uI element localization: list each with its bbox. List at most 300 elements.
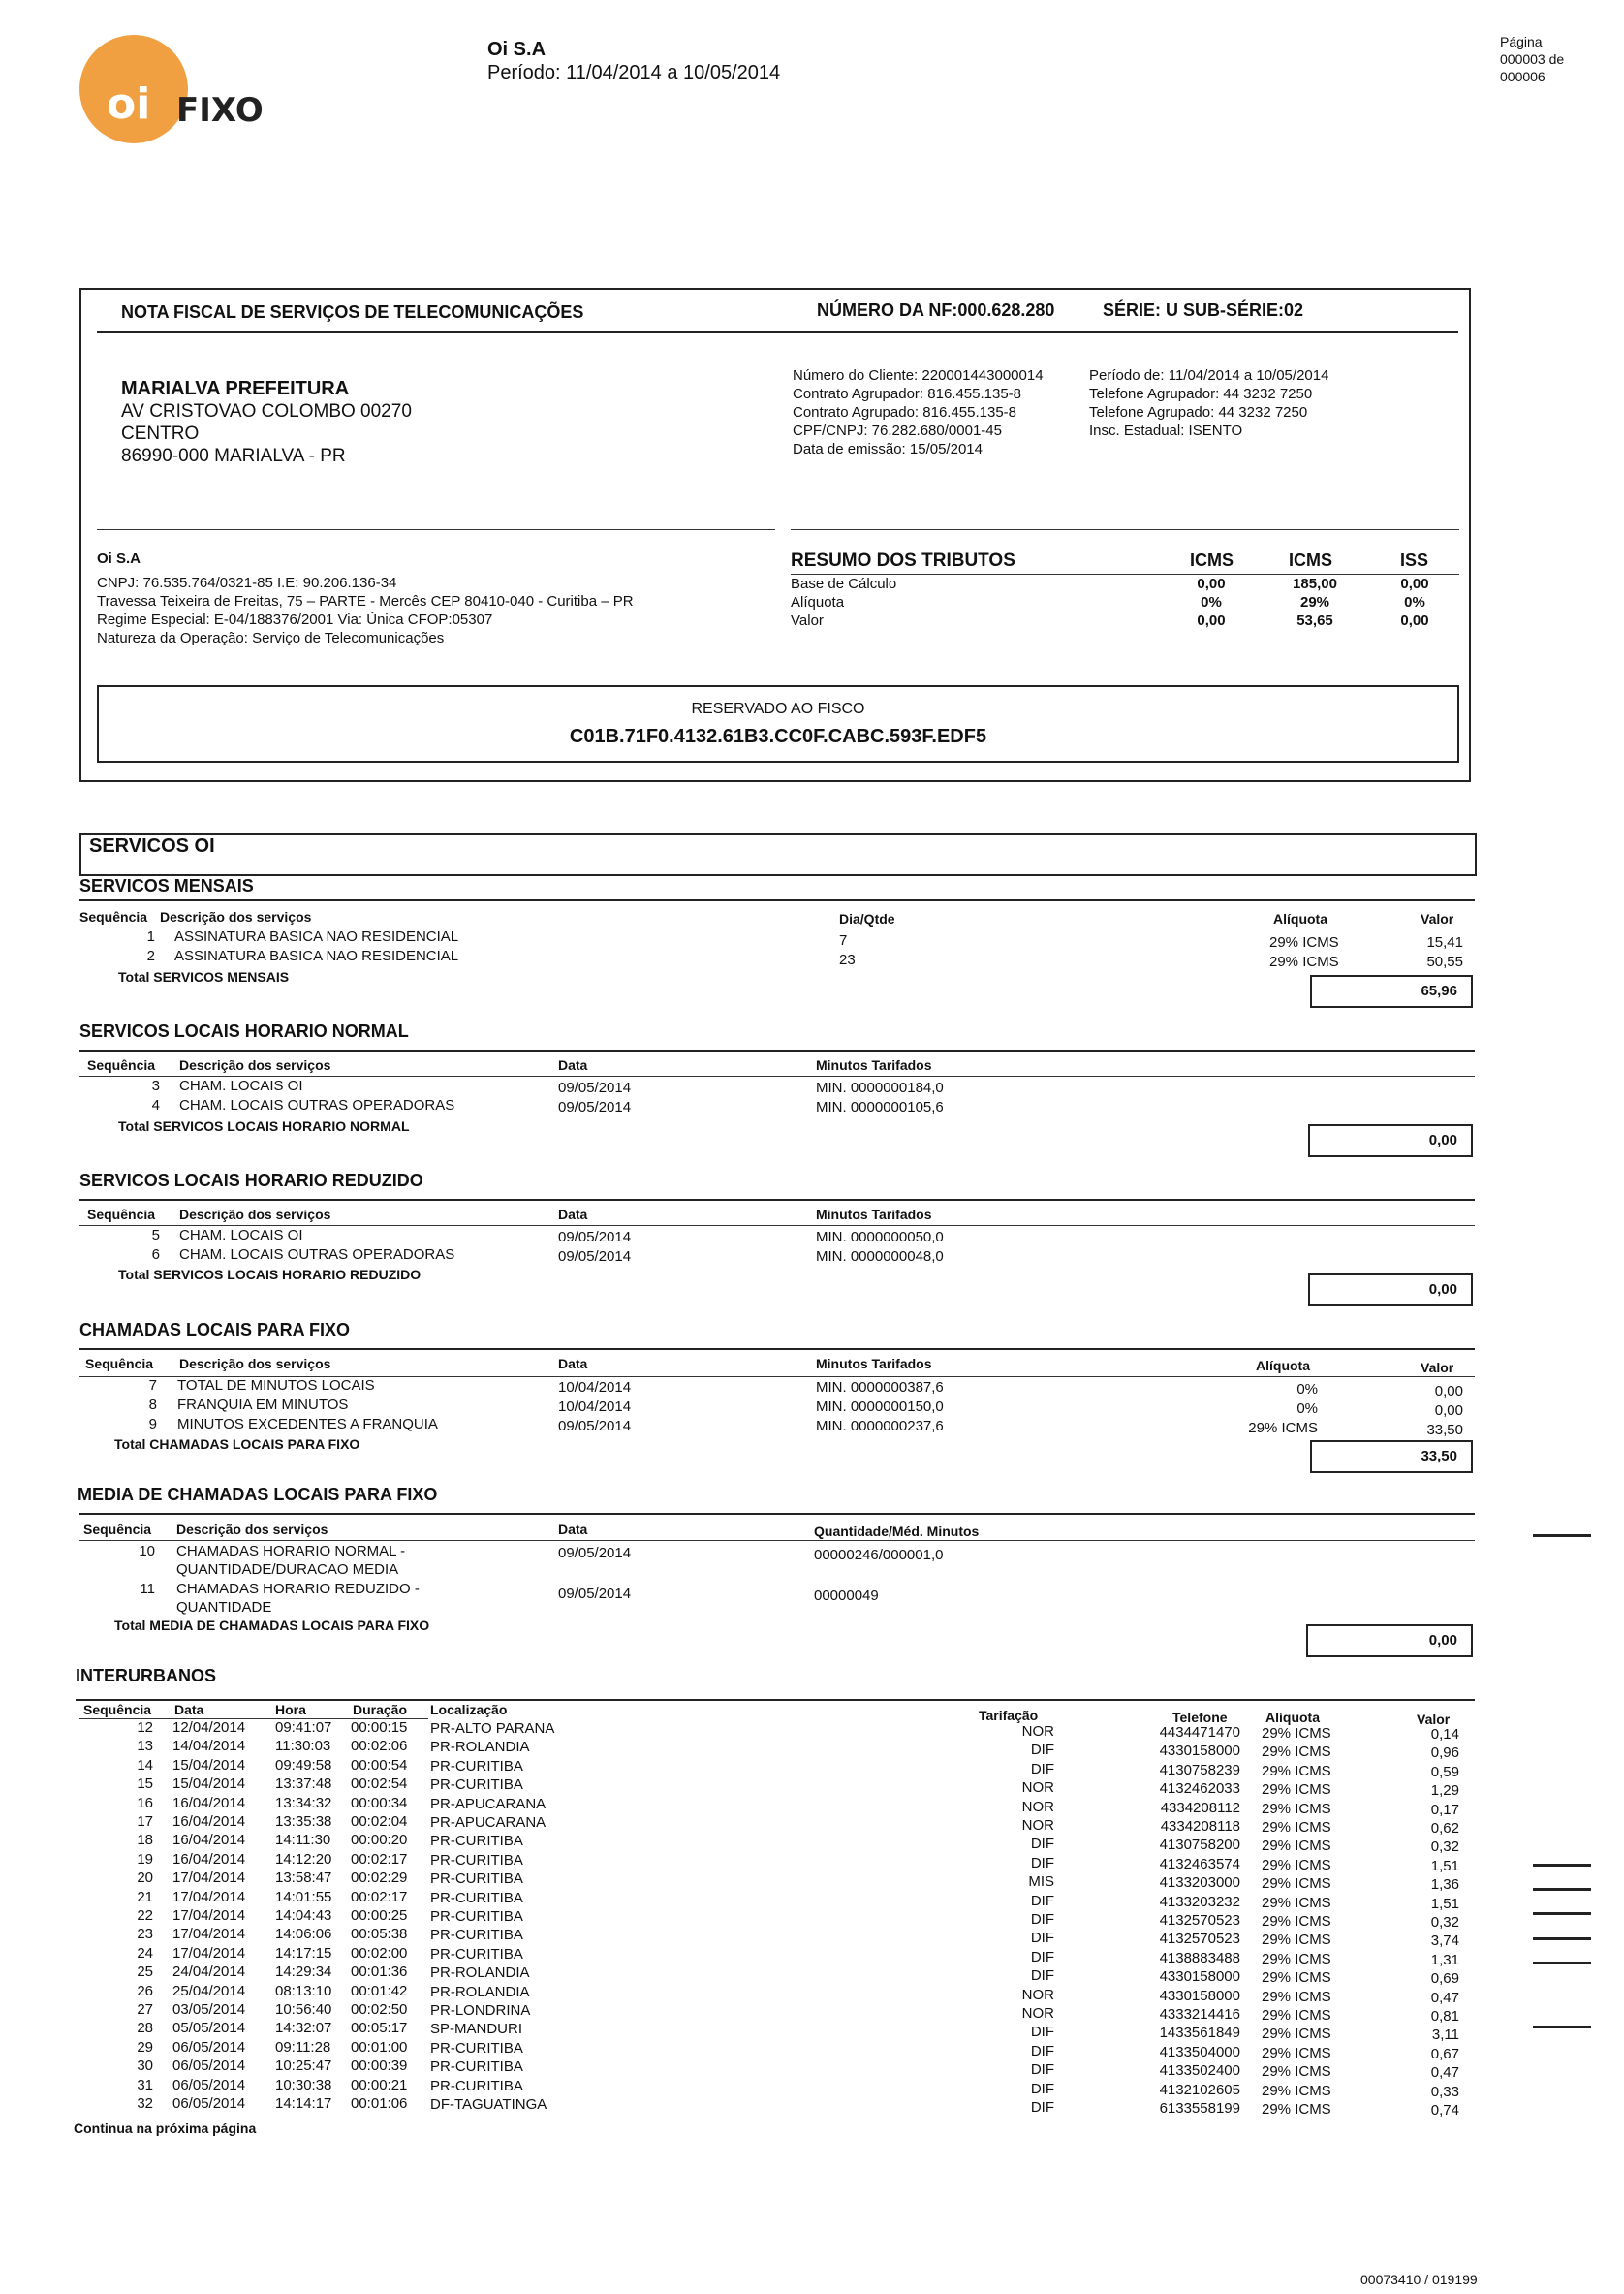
row-aliquota: 0% [1296, 1381, 1318, 1398]
row-valor: 1,36 [1430, 1876, 1459, 1894]
locais-reduzido-h-data: Data [558, 1207, 588, 1222]
row-hora: 14:06:06 [275, 1926, 332, 1943]
row-duracao: 00:00:20 [351, 1832, 408, 1849]
chamadas-fixo-h-min: Minutos Tarifados [816, 1356, 932, 1371]
row-desc: CHAM. LOCAIS OI [179, 1227, 303, 1243]
row-data: 05/05/2014 [172, 2020, 246, 2037]
row-duracao: 00:01:00 [351, 2038, 408, 2056]
locais-reduzido-header-underline [79, 1225, 1475, 1226]
row-minutos: MIN. 0000000387,6 [816, 1379, 944, 1396]
inter-h-seq: Sequência [83, 1702, 152, 1717]
row-aliquota: 29% ICMS [1262, 1894, 1331, 1911]
tributos-valor-label: Valor [791, 613, 824, 629]
row-tarifacao: NOR [1021, 1817, 1054, 1834]
row-data: 09/05/2014 [558, 1080, 632, 1096]
row-valor: 0,96 [1430, 1744, 1459, 1762]
row-desc: TOTAL DE MINUTOS LOCAIS [177, 1377, 375, 1394]
row-hora: 09:11:28 [275, 2038, 331, 2056]
row-desc: MINUTOS EXCEDENTES A FRANQUIA [177, 1416, 438, 1432]
tributo-value: 29% [1299, 594, 1330, 611]
inter-h-aliquota: Alíquota [1265, 1710, 1320, 1725]
mensais-h-dia: Dia/Qtde [839, 911, 895, 927]
row-valor: 3,74 [1430, 1933, 1459, 1950]
row-aliquota: 29% ICMS [1262, 1838, 1331, 1855]
row-localizacao: PR-CURITIBA [430, 1776, 523, 1794]
logo-fixo-text: FIXO [176, 91, 264, 130]
page-label: Página [1500, 34, 1543, 49]
nf-numero: NÚMERO DA NF:000.628.280 [817, 300, 1055, 320]
client-info-col2 [1089, 366, 1328, 440]
row-aliquota: 29% ICMS [1262, 1744, 1331, 1761]
tributos-header-icms2: ICMS [1289, 550, 1332, 570]
row-duracao: 00:02:54 [351, 1775, 408, 1793]
row-data: 14/04/2014 [172, 1738, 246, 1755]
row-data: 09/05/2014 [558, 1229, 632, 1245]
row-data: 15/04/2014 [172, 1775, 246, 1793]
row-telefone: 4334208112 [1160, 1799, 1240, 1816]
locais-reduzido-h-min: Minutos Tarifados [816, 1207, 932, 1222]
mensais-h-aliq: Alíquota [1273, 911, 1327, 927]
fisco-label: RESERVADO AO FISCO [691, 701, 865, 717]
locais-normal-total-label: Total SERVICOS LOCAIS HORARIO NORMAL [118, 1118, 410, 1134]
row-localizacao: DF-TAGUATINGA [430, 2096, 547, 2113]
row-data: 25/04/2014 [172, 1982, 246, 1999]
row-seq: 27 [137, 2001, 153, 2018]
row-hora: 10:30:38 [275, 2076, 332, 2093]
row-telefone: 4133203232 [1159, 1893, 1240, 1910]
row-seq: 24 [137, 1944, 153, 1962]
row-tarifacao: NOR [1021, 1723, 1054, 1740]
row-seq: 1 [146, 928, 155, 945]
row-aliquota: 29% ICMS [1262, 1856, 1331, 1873]
margin-mark [1533, 1864, 1591, 1867]
margin-mark [1533, 1534, 1591, 1537]
row-data: 09/05/2014 [558, 1248, 632, 1265]
row-hora: 13:37:48 [275, 1775, 332, 1793]
row-minutos: MIN. 0000000184,0 [816, 1080, 944, 1096]
row-valor: 0,67 [1430, 2045, 1459, 2062]
row-telefone: 4133504000 [1159, 2043, 1240, 2060]
row-duracao: 00:01:42 [351, 1982, 408, 1999]
row-telefone: 4133203000 [1159, 1874, 1240, 1892]
row-seq: 2 [146, 948, 155, 964]
row-aliquota: 29% ICMS [1269, 934, 1339, 951]
chamadas-fixo-h-desc: Descrição dos serviços [179, 1356, 331, 1371]
row-aliquota: 29% ICMS [1262, 1725, 1331, 1742]
mensais-title-underline [79, 899, 1475, 901]
tributo-value: 185,00 [1293, 576, 1337, 592]
row-data: 15/04/2014 [172, 1756, 246, 1774]
row-hora: 14:04:43 [275, 1907, 332, 1924]
footer-code: 00073410 / 019199 [1360, 2272, 1478, 2287]
row-seq: 8 [148, 1397, 157, 1413]
row-aliquota: 0% [1296, 1400, 1318, 1417]
row-localizacao: PR-APUCARANA [430, 1814, 547, 1831]
media-h-desc: Descrição dos serviços [176, 1522, 328, 1537]
row-data: 17/04/2014 [172, 1907, 246, 1924]
row-tarifacao: DIF [1030, 2061, 1054, 2079]
row-duracao: 00:00:15 [351, 1719, 408, 1736]
row-tarifacao: DIF [1030, 1911, 1054, 1928]
row-aliquota: 29% ICMS [1262, 1988, 1331, 2005]
row-valor: 0,74 [1430, 2102, 1459, 2119]
row-valor: 1,29 [1430, 1782, 1459, 1800]
data-emissao: Data de emissão: 15/05/2014 [793, 441, 983, 457]
row-seq: 19 [137, 1850, 153, 1868]
row-localizacao: PR-CURITIBA [430, 1833, 523, 1850]
row-valor: 0,62 [1430, 1820, 1459, 1837]
row-aliquota: 29% ICMS [1262, 1819, 1331, 1836]
row-duracao: 00:02:00 [351, 1944, 408, 1962]
row-localizacao: PR-ALTO PARANA [430, 1720, 555, 1737]
row-seq: 4 [151, 1097, 160, 1114]
issuer-details [97, 574, 634, 647]
row-aliquota: 29% ICMS [1262, 2082, 1331, 2099]
page-number: 000003 de [1500, 51, 1565, 67]
row-valor: 0,32 [1430, 1914, 1459, 1931]
row-duracao: 00:02:17 [351, 1888, 408, 1905]
tributos-col-iss [1386, 575, 1444, 630]
row-qtde: 7 [839, 932, 848, 949]
locais-normal-title: SERVICOS LOCAIS HORARIO NORMAL [79, 1021, 409, 1041]
row-hora: 09:41:07 [275, 1719, 332, 1736]
row-hora: 10:25:47 [275, 2058, 332, 2075]
row-tarifacao: DIF [1030, 2024, 1054, 2041]
logo-oi-text: oi [107, 79, 151, 129]
row-hora: 11:30:03 [275, 1738, 331, 1755]
media-total-label: Total MEDIA DE CHAMADAS LOCAIS PARA FIXO [114, 1618, 430, 1633]
tributo-value: 53,65 [1296, 613, 1333, 629]
fisco-code: C01B.71F0.4132.61B3.CC0F.CABC.593F.EDF5 [569, 726, 987, 747]
row-duracao: 00:00:21 [351, 2076, 408, 2093]
media-total-value: 0,00 [1306, 1624, 1473, 1657]
row-desc: CHAM. LOCAIS OI [179, 1078, 303, 1094]
client-name: MARIALVA PREFEITURA [121, 378, 350, 399]
tributos-col-icms2 [1281, 575, 1349, 630]
row-localizacao: PR-CURITIBA [430, 1908, 523, 1925]
tributos-header-iss: ISS [1400, 550, 1429, 570]
tributos-divider [791, 529, 1459, 530]
row-localizacao: PR-CURITIBA [430, 1757, 523, 1775]
row-aliquota: 29% ICMS [1262, 2026, 1331, 2043]
row-aliquota: 29% ICMS [1262, 1950, 1331, 1967]
row-tarifacao: NOR [1021, 1779, 1054, 1797]
row-hora: 09:49:58 [275, 1756, 332, 1774]
mensais-total-value: 65,96 [1310, 975, 1473, 1008]
row-valor: 0,14 [1430, 1726, 1459, 1743]
row-localizacao: PR-CURITIBA [430, 1889, 523, 1906]
row-minutos: MIN. 0000000048,0 [816, 1248, 944, 1265]
chamadas-fixo-title: CHAMADAS LOCAIS PARA FIXO [79, 1320, 350, 1339]
cpf-cnpj: CPF/CNPJ: 76.282.680/0001-45 [793, 423, 1002, 439]
row-minutos: MIN. 0000000150,0 [816, 1398, 944, 1415]
header-company: Oi S.A [487, 39, 547, 60]
row-seq: 22 [137, 1907, 153, 1924]
issuer-name: Oi S.A [97, 550, 141, 567]
row-aliquota: 29% ICMS [1262, 1969, 1331, 1987]
row-tarifacao: NOR [1021, 1798, 1054, 1815]
row-hora: 14:17:15 [275, 1944, 332, 1962]
telefone-agrupador: Telefone Agrupador: 44 3232 7250 [1089, 386, 1313, 402]
row-valor: 0,32 [1430, 1838, 1459, 1856]
row-duracao: 00:00:39 [351, 2058, 408, 2075]
row-seq: 31 [137, 2076, 153, 2093]
issuer-cnpj: CNPJ: 76.535.764/0321-85 I.E: 90.206.136-34 [97, 575, 397, 591]
row-valor: 0,17 [1430, 1801, 1459, 1818]
locais-normal-title-underline [79, 1050, 1475, 1052]
inter-h-duracao: Duração [353, 1702, 408, 1717]
row-valor: 33,50 [1426, 1422, 1463, 1438]
row-duracao: 00:02:04 [351, 1813, 408, 1830]
row-aliquota: 29% ICMS [1262, 2101, 1331, 2118]
row-hora: 14:12:20 [275, 1850, 332, 1868]
inter-h-valor: Valor [1417, 1712, 1451, 1727]
row-seq: 12 [137, 1719, 153, 1736]
media-desc-2: QUANTIDADE/DURACAO MEDIA [176, 1561, 399, 1578]
row-duracao: 00:05:17 [351, 2020, 408, 2037]
row-data: 16/04/2014 [172, 1813, 246, 1830]
header-period: Período: 11/04/2014 a 10/05/2014 [487, 62, 781, 83]
chamadas-fixo-h-data: Data [558, 1356, 588, 1371]
row-seq: 25 [137, 1964, 153, 1981]
media-desc-1: CHAMADAS HORARIO REDUZIDO - [176, 1581, 420, 1597]
row-data: 09/05/2014 [558, 1418, 632, 1434]
row-telefone: 4330158000 [1159, 1987, 1240, 2004]
media-h-seq: Sequência [83, 1522, 152, 1537]
inter-h-data: Data [174, 1702, 204, 1717]
row-hora: 10:56:40 [275, 2001, 332, 2018]
row-seq: 18 [137, 1832, 153, 1849]
margin-mark [1533, 2026, 1591, 2028]
media-desc-2: QUANTIDADE [176, 1599, 272, 1616]
row-hora: 14:14:17 [275, 2095, 332, 2112]
row-valor: 3,11 [1431, 2027, 1459, 2044]
row-data: 09/05/2014 [558, 1099, 632, 1116]
row-desc: ASSINATURA BASICA NAO RESIDENCIAL [174, 948, 459, 964]
tributos-aliquota-label: Alíquota [791, 594, 845, 611]
tributo-value: 0,00 [1197, 613, 1226, 629]
continua-label: Continua na próxima página [74, 2121, 257, 2136]
page-total: 000006 [1500, 69, 1546, 84]
row-duracao: 00:02:17 [351, 1850, 408, 1868]
row-aliquota: 29% ICMS [1269, 954, 1339, 970]
chamadas-fixo-h-aliq: Alíquota [1256, 1358, 1310, 1373]
row-aliquota: 29% ICMS [1262, 1913, 1331, 1930]
mensais-h-valor: Valor [1421, 911, 1454, 927]
row-hora: 13:35:38 [275, 1813, 332, 1830]
row-tarifacao: DIF [1030, 1742, 1054, 1759]
row-tarifacao: MIS [1028, 1873, 1054, 1891]
issuer-divider [97, 529, 775, 530]
row-seq: 5 [151, 1227, 160, 1243]
media-seq: 11 [140, 1581, 155, 1597]
row-seq: 30 [137, 2058, 153, 2075]
row-telefone: 4434471470 [1159, 1724, 1240, 1741]
row-tarifacao: DIF [1030, 2042, 1054, 2059]
row-valor: 1,51 [1430, 1895, 1459, 1912]
row-telefone: 4132462033 [1159, 1780, 1240, 1798]
row-localizacao: PR-CURITIBA [430, 1945, 523, 1963]
row-data: 17/04/2014 [172, 1870, 246, 1887]
row-tarifacao: DIF [1030, 1760, 1054, 1777]
tributos-labels [791, 575, 896, 630]
interurbanos-title: INTERURBANOS [76, 1666, 217, 1685]
chamadas-fixo-h-valor: Valor [1421, 1360, 1454, 1375]
media-desc-1: CHAMADAS HORARIO NORMAL - [176, 1543, 406, 1559]
row-data: 10/04/2014 [558, 1398, 632, 1415]
row-valor: 0,00 [1434, 1402, 1463, 1419]
client-info-col1 [793, 366, 1044, 458]
row-valor: 1,51 [1430, 1857, 1459, 1874]
row-aliquota: 29% ICMS [1262, 1875, 1331, 1893]
row-valor: 1,31 [1430, 1951, 1459, 1968]
locais-normal-h-data: Data [558, 1057, 588, 1073]
mensais-h-desc: Descrição dos serviços [160, 909, 312, 925]
row-telefone: 1433561849 [1159, 2025, 1240, 2042]
row-duracao: 00:01:36 [351, 1964, 408, 1981]
row-telefone: 4132570523 [1159, 1912, 1240, 1929]
row-localizacao: SP-MANDURI [430, 2021, 523, 2038]
telefone-agrupado: Telefone Agrupado: 44 3232 7250 [1089, 404, 1308, 421]
chamadas-fixo-total-label: Total CHAMADAS LOCAIS PARA FIXO [114, 1436, 360, 1452]
row-valor: 0,47 [1430, 2064, 1459, 2082]
row-valor: 0,59 [1430, 1763, 1459, 1780]
row-telefone: 4132102605 [1159, 2081, 1240, 2098]
servicos-oi-box [79, 833, 1477, 876]
row-localizacao: PR-CURITIBA [430, 1927, 523, 1944]
media-data: 09/05/2014 [558, 1586, 632, 1602]
row-qtde: 23 [839, 952, 856, 968]
row-desc: CHAM. LOCAIS OUTRAS OPERADORAS [179, 1246, 455, 1263]
margin-mark [1533, 1937, 1591, 1940]
contrato-agrupado: Contrato Agrupado: 816.455.135-8 [793, 404, 1017, 421]
row-data: 24/04/2014 [172, 1964, 246, 1981]
row-seq: 16 [137, 1794, 153, 1811]
row-tarifacao: DIF [1030, 2080, 1054, 2097]
row-telefone: 4130758200 [1159, 1837, 1240, 1854]
row-localizacao: PR-CURITIBA [430, 1851, 523, 1869]
row-duracao: 00:02:29 [351, 1870, 408, 1887]
chamadas-fixo-total-value: 33,50 [1310, 1440, 1473, 1473]
row-valor: 50,55 [1426, 954, 1463, 970]
row-hora: 13:34:32 [275, 1794, 332, 1811]
row-minutos: MIN. 0000000237,6 [816, 1418, 944, 1434]
tributo-value: 0,00 [1400, 576, 1429, 592]
locais-reduzido-total-label: Total SERVICOS LOCAIS HORARIO REDUZIDO [118, 1267, 422, 1282]
row-desc: CHAM. LOCAIS OUTRAS OPERADORAS [179, 1097, 455, 1114]
row-seq: 3 [151, 1078, 160, 1094]
locais-normal-h-seq: Sequência [87, 1057, 156, 1073]
row-tarifacao: DIF [1030, 1948, 1054, 1965]
locais-normal-header-underline [79, 1076, 1475, 1077]
row-duracao: 00:00:25 [351, 1907, 408, 1924]
media-h-data: Data [558, 1522, 588, 1537]
row-telefone: 4132463574 [1159, 1855, 1240, 1872]
row-aliquota: 29% ICMS [1262, 2044, 1331, 2061]
row-valor: 0,33 [1430, 2083, 1459, 2100]
oi-fixo-logo [79, 29, 264, 155]
row-tarifacao: DIF [1030, 1892, 1054, 1909]
client-address-2: CENTRO [121, 424, 200, 444]
locais-reduzido-title: SERVICOS LOCAIS HORARIO REDUZIDO [79, 1171, 423, 1190]
locais-normal-total-value: 0,00 [1308, 1124, 1473, 1157]
media-h-qt: Quantidade/Méd. Minutos [814, 1524, 980, 1539]
row-localizacao: PR-APUCARANA [430, 1795, 547, 1812]
mensais-total-label: Total SERVICOS MENSAIS [118, 969, 290, 985]
row-data: 06/05/2014 [172, 2076, 246, 2093]
row-seq: 15 [137, 1775, 153, 1793]
margin-mark [1533, 1962, 1591, 1964]
row-seq: 23 [137, 1926, 153, 1943]
row-aliquota: 29% ICMS [1262, 1800, 1331, 1817]
fisco-box [97, 685, 1459, 763]
row-localizacao: PR-ROLANDIA [430, 1964, 530, 1982]
locais-reduzido-h-desc: Descrição dos serviços [179, 1207, 331, 1222]
media-qt: 00000049 [814, 1587, 879, 1604]
row-telefone: 4133502400 [1159, 2062, 1240, 2080]
row-data: 10/04/2014 [558, 1379, 632, 1396]
row-desc: FRANQUIA EM MINUTOS [177, 1397, 349, 1413]
media-seq: 10 [139, 1543, 155, 1559]
row-duracao: 00:02:06 [351, 1738, 408, 1755]
row-aliquota: 29% ICMS [1262, 1932, 1331, 1949]
issuer-natureza: Natureza da Operação: Serviço de Telecomunicações [97, 630, 445, 646]
row-data: 16/04/2014 [172, 1794, 246, 1811]
locais-normal-h-min: Minutos Tarifados [816, 1057, 932, 1073]
row-valor: 0,69 [1430, 1970, 1459, 1988]
row-data: 03/05/2014 [172, 2001, 246, 2018]
inter-h-hora: Hora [275, 1702, 306, 1717]
row-localizacao: PR-ROLANDIA [430, 1983, 530, 2000]
client-address-3: 86990-000 MARIALVA - PR [121, 446, 346, 466]
locais-normal-h-desc: Descrição dos serviços [179, 1057, 331, 1073]
row-data: 16/04/2014 [172, 1832, 246, 1849]
row-localizacao: PR-CURITIBA [430, 1870, 523, 1888]
row-hora: 08:13:10 [275, 1982, 332, 1999]
row-seq: 17 [137, 1813, 153, 1830]
margin-mark [1533, 1888, 1591, 1891]
media-data: 09/05/2014 [558, 1545, 632, 1561]
chamadas-fixo-title-underline [79, 1348, 1475, 1350]
row-seq: 7 [148, 1377, 157, 1394]
issuer-address: Travessa Teixeira de Freitas, 75 – PARTE - Mercês CEP 80410-040 - Curitiba – PR [97, 593, 634, 610]
locais-reduzido-h-seq: Sequência [87, 1207, 156, 1222]
row-minutos: MIN. 0000000050,0 [816, 1229, 944, 1245]
client-number: Número do Cliente: 220001443000014 [793, 367, 1044, 384]
row-duracao: 00:05:38 [351, 1926, 408, 1943]
row-tarifacao: DIF [1030, 2099, 1054, 2116]
row-desc: ASSINATURA BASICA NAO RESIDENCIAL [174, 928, 459, 945]
row-tarifacao: DIF [1030, 1930, 1054, 1947]
row-data: 16/04/2014 [172, 1850, 246, 1868]
nf-serie: SÉRIE: U SUB-SÉRIE:02 [1103, 300, 1304, 320]
locais-reduzido-total-value: 0,00 [1308, 1273, 1473, 1306]
row-data: 17/04/2014 [172, 1888, 246, 1905]
insc-estadual: Insc. Estadual: ISENTO [1089, 423, 1243, 439]
row-duracao: 00:00:34 [351, 1794, 408, 1811]
tributo-value: 0% [1201, 594, 1222, 611]
row-seq: 32 [137, 2095, 153, 2112]
row-localizacao: PR-LONDRINA [430, 2002, 531, 2019]
servicos-oi-title: SERVICOS OI [89, 835, 215, 857]
row-data: 12/04/2014 [172, 1719, 246, 1736]
nf-title-underline [97, 331, 1458, 333]
locais-reduzido-title-underline [79, 1199, 1475, 1201]
inter-h-tarifacao: Tarifação [979, 1708, 1039, 1723]
row-hora: 14:01:55 [275, 1888, 332, 1905]
row-tarifacao: DIF [1030, 1967, 1054, 1985]
row-hora: 14:29:34 [275, 1964, 332, 1981]
